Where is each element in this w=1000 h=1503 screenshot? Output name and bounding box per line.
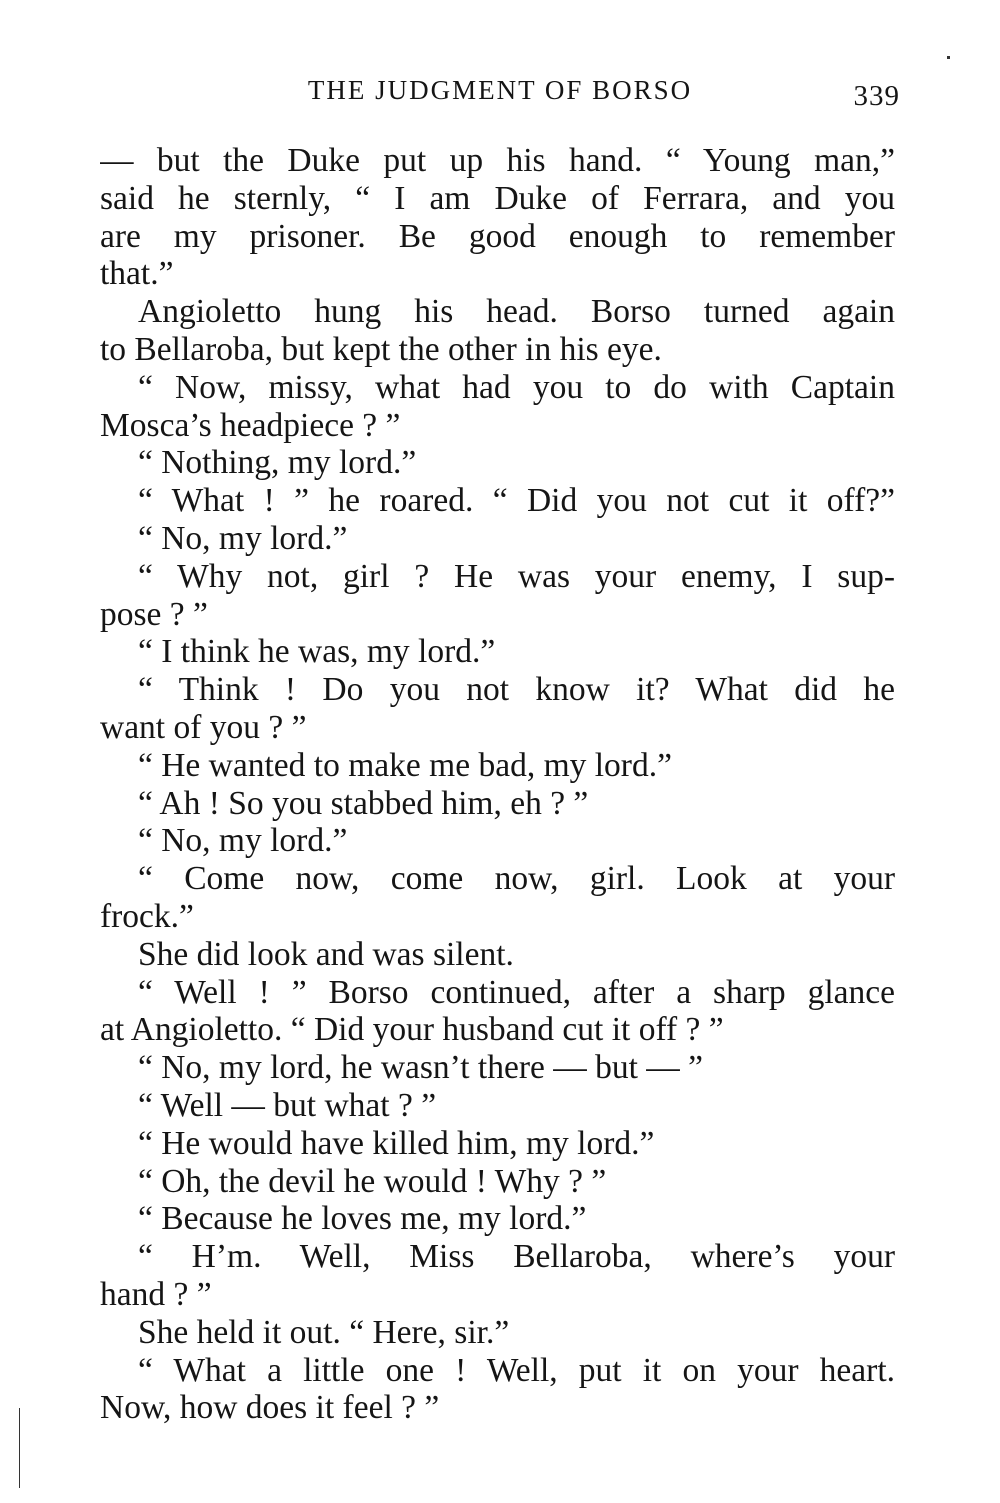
text-line: “ Ah ! So you stabbed him, eh ? ” xyxy=(138,784,589,822)
text-line: are my prisoner. Be good enough to remember xyxy=(100,217,895,255)
text-line: “ No, my lord.” xyxy=(138,519,348,557)
text-line: Now, how does it feel ? ” xyxy=(100,1389,440,1427)
text-line: “ Well ! ” Borso continued, after a sharp glance xyxy=(138,973,895,1011)
running-head xyxy=(100,72,900,112)
text-line: “ Think ! Do you not know it? What did he xyxy=(138,671,895,709)
text-line: “ No, my lord, he wasn’t there — but — ” xyxy=(138,1049,704,1087)
text-line: that.” xyxy=(100,255,174,293)
text-line: want of you ? ” xyxy=(100,708,307,746)
text-line: “ Nothing, my lord.” xyxy=(138,444,417,482)
text-line: “ Now, missy, what had you to do with Captain xyxy=(138,368,895,406)
margin-rule xyxy=(19,1408,20,1488)
text-line: “ He wanted to make me bad, my lord.” xyxy=(138,746,672,784)
text-line: pose ? ” xyxy=(100,595,208,633)
running-title: THE JUDGMENT OF BORSO xyxy=(307,75,693,105)
corner-speck xyxy=(947,56,950,59)
text-line: hand ? ” xyxy=(100,1275,212,1313)
text-line: She did look and was silent. xyxy=(138,935,514,973)
text-line: “ I think he was, my lord.” xyxy=(138,633,496,671)
text-line: “ What ! ” he roared. “ Did you not cut it off?” xyxy=(138,482,895,520)
text-line: “ Oh, the devil he would ! Why ? ” xyxy=(138,1162,607,1200)
text-line: “ No, my lord.” xyxy=(138,822,348,860)
text-line: “ He would have killed him, my lord.” xyxy=(138,1124,655,1162)
text-line: Angioletto hung his head. Borso turned again xyxy=(138,293,895,331)
text-line: “ What a little one ! Well, put it on your heart. xyxy=(138,1351,895,1389)
text-line: “ H’m. Well, Miss Bellaroba, where’s your xyxy=(138,1238,895,1276)
text-line: “ Why not, girl ? He was your enemy, I sup- xyxy=(138,557,895,595)
text-line: Mosca’s headpiece ? ” xyxy=(100,406,401,444)
text-line: “ Well — but what ? ” xyxy=(138,1086,437,1124)
text-line: to Bellaroba, but kept the other in his eye. xyxy=(100,330,662,368)
text-line: at Angioletto. “ Did your husband cut it off ? ” xyxy=(100,1011,724,1049)
text-line: “ Because he loves me, my lord.” xyxy=(138,1200,587,1238)
text-line: — but the Duke put up his hand. “ Young man,” xyxy=(100,142,895,179)
body-text xyxy=(100,142,895,1427)
text-line: “ Come now, come now, girl. Look at your xyxy=(138,860,895,898)
page-number: 339 xyxy=(853,80,900,112)
text-line: She held it out. “ Here, sir.” xyxy=(138,1313,510,1351)
text-line: said he sternly, “ I am Duke of Ferrara, and you xyxy=(100,179,895,217)
text-line: frock.” xyxy=(100,897,194,935)
